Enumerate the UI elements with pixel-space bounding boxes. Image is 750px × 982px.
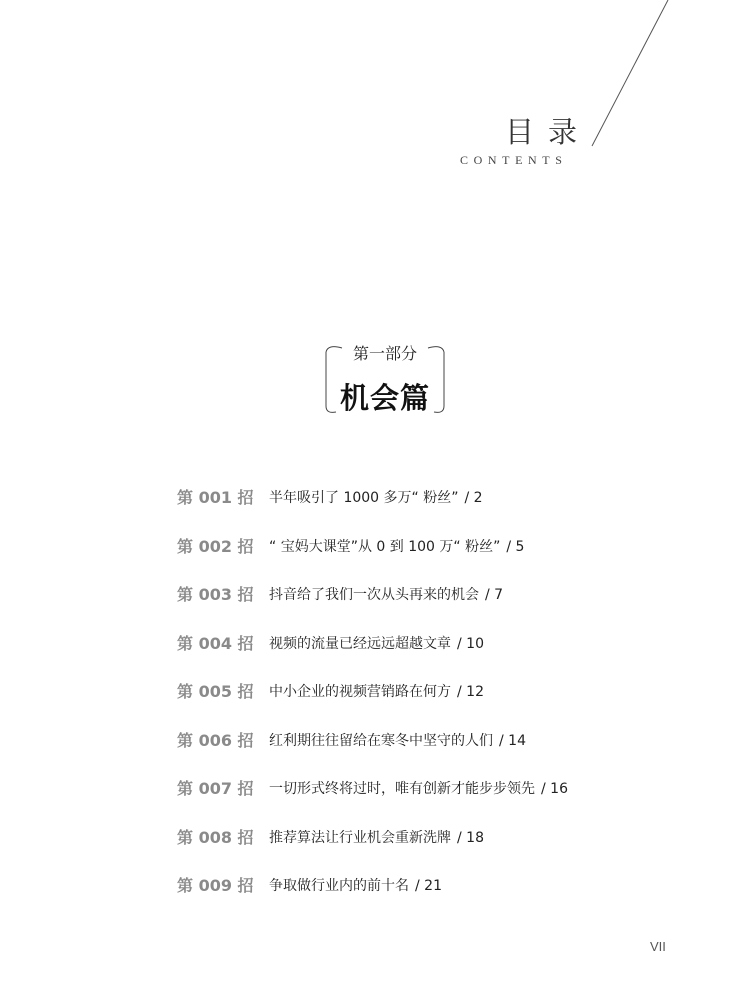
toc-entry-007[interactable]: [177, 778, 697, 827]
toc-entry-page: / 2: [464, 490, 483, 506]
toc-entry-number: 第 003 招: [177, 585, 254, 604]
toc-entry-title: 争取做行业内的前十名: [269, 878, 409, 894]
toc-entry-004[interactable]: [177, 633, 697, 682]
toc-entry-009[interactable]: [177, 875, 697, 924]
contents-title: 目录: [505, 115, 592, 149]
part-heading: [320, 340, 450, 420]
page-number: VII: [650, 939, 666, 954]
toc-entry-title: 抖音给了我们一次从头再来的机会: [269, 587, 479, 603]
toc-entry-number: 第 007 招: [177, 779, 254, 798]
toc-entry-title: 推荐算法让行业机会重新洗牌: [269, 829, 451, 846]
table-of-contents: [177, 487, 697, 924]
toc-entry-005[interactable]: [177, 681, 697, 730]
toc-entry-title: 中小企业的视频营销路在何方: [269, 684, 451, 700]
toc-entry-page: / 18: [457, 829, 484, 846]
toc-entry-title: 红利期往往留给在寒冬中坚守的人们: [269, 732, 493, 749]
toc-entry-number: 第 002 招: [177, 536, 254, 556]
toc-entry-002[interactable]: [177, 536, 697, 585]
toc-entry-001[interactable]: [177, 487, 697, 536]
toc-entry-page: / 10: [457, 635, 484, 652]
part-name: 机会篇: [339, 381, 430, 415]
toc-entry-page: / 21: [415, 878, 442, 894]
toc-entry-003[interactable]: [177, 584, 697, 633]
toc-entry-number: 第 009 招: [177, 876, 254, 895]
toc-entry-title: 一切形式终将过时，唯有创新才能步步领先: [269, 781, 535, 797]
toc-entry-page: / 16: [541, 781, 568, 797]
toc-entry-number: 第 008 招: [177, 827, 254, 847]
toc-entry-008[interactable]: [177, 827, 697, 876]
toc-entry-006[interactable]: [177, 730, 697, 779]
toc-entry-number: 第 004 招: [177, 633, 254, 653]
toc-entry-page: / 12: [457, 684, 484, 700]
toc-entry-title: 视频的流量已经远远超越文章: [269, 635, 451, 652]
toc-entry-page: / 5: [506, 538, 525, 555]
toc-entry-title: 半年吸引了 1000 多万“ 粉丝”: [269, 490, 459, 506]
toc-entry-number: 第 005 招: [177, 682, 254, 701]
toc-entry-page: / 7: [485, 587, 504, 603]
toc-entry-number: 第 006 招: [177, 730, 254, 750]
part-label: 第一部分: [352, 344, 417, 363]
contents-subtitle: CONTENTS: [460, 153, 568, 167]
toc-entry-page: / 14: [499, 732, 526, 749]
toc-entry-title: “ 宝妈大课堂”从 0 到 100 万“ 粉丝”: [269, 538, 501, 555]
toc-entry-number: 第 001 招: [177, 488, 254, 507]
